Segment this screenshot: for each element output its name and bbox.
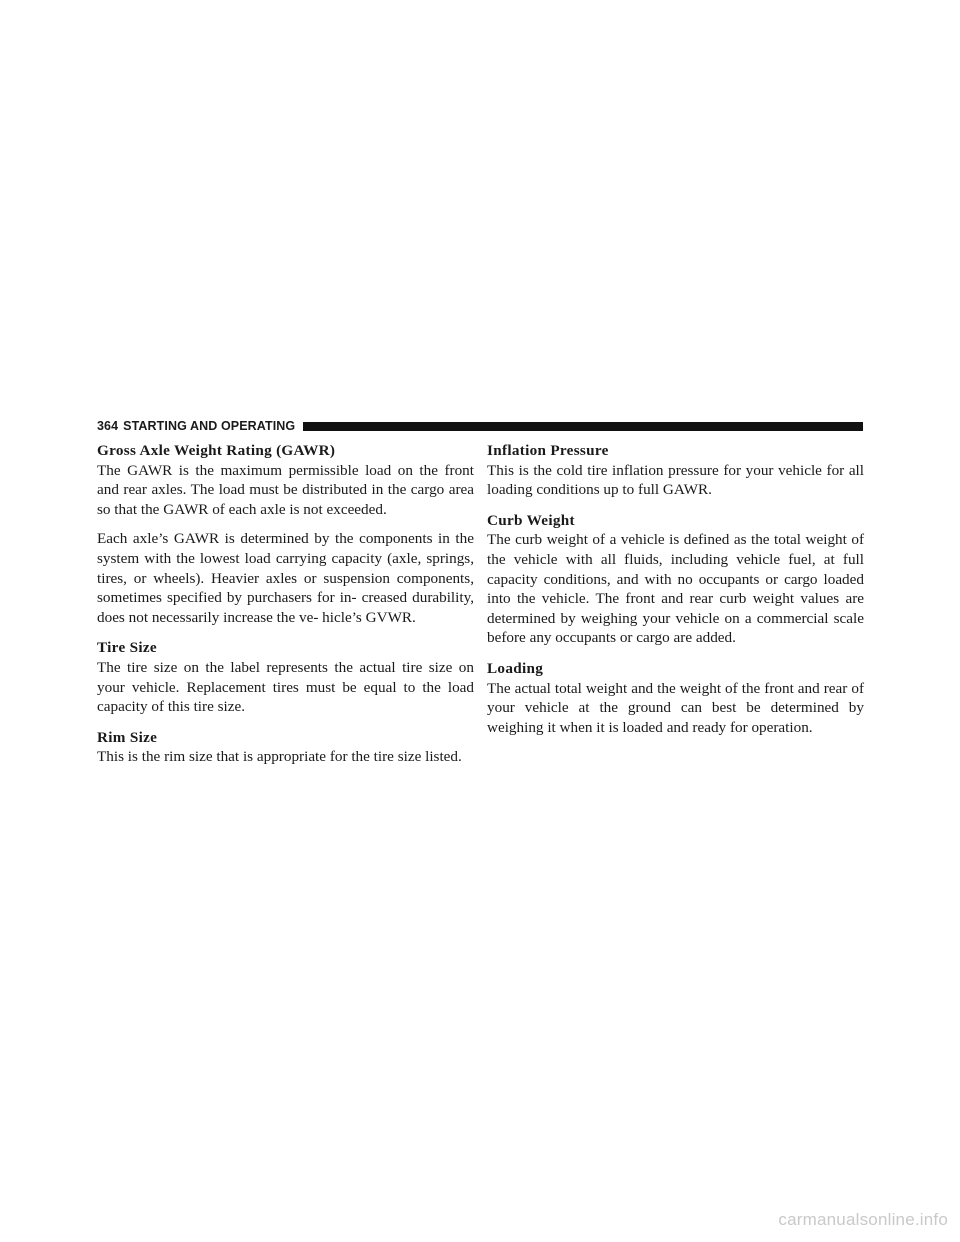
left-column	[97, 441, 474, 778]
header-rule	[303, 422, 863, 431]
page-number: 364	[97, 419, 119, 433]
section-paragraph: The tire size on the label represents the actual tire size on your vehicle. Replacement tires must be equal to the load capacity of this tire size.	[97, 658, 474, 716]
section-loading	[487, 659, 864, 737]
section-paragraph: This is the rim size that is appropriate for the tire size listed.	[97, 748, 462, 766]
section-paragraph: The GAWR is the maximum permissible load on the front and rear axles. The load must be distributed in the cargo area so that the GAWR of each axle is not exceeded.	[97, 461, 474, 518]
section-gawr	[97, 441, 474, 627]
section-paragraph: Each axle’s GAWR is determined by the components in the system with the lowest load carrying capacity (axle, springs, tires, or wheels). Heavier axles or suspension components, sometimes specified by purchasers for in- creased durability, does not necessarily increase the ve- hicle’s GVWR.	[97, 530, 474, 626]
section-paragraph: This is the cold tire inflation pressure for your vehicle for all loading conditions up to full GAWR.	[487, 461, 864, 499]
running-header	[97, 419, 295, 433]
section-paragraph: The curb weight of a vehicle is defined as the total weight of the vehicle with all fluids, including vehicle fuel, at full capacity conditions, and with no occupants or cargo loaded into the vehicle. The front and rear curb weight values are determined by weighing your vehicle on a commercial scale before any occupants or cargo are added.	[487, 531, 864, 647]
section-heading: Curb Weight	[487, 511, 575, 529]
section-heading: Loading	[487, 659, 544, 677]
watermark: carmanualsonline.info	[778, 1210, 948, 1229]
page-header	[97, 419, 863, 433]
section-inflation-pressure	[487, 441, 864, 500]
section-heading: Inflation Pressure	[487, 442, 609, 459]
right-column	[487, 441, 864, 748]
section-heading: Gross Axle Weight Rating (GAWR)	[97, 442, 336, 459]
section-paragraph: The actual total weight and the weight of the front and rear of your vehicle at the ground can best be determined by weighing it when it is loaded and ready for operation.	[487, 679, 864, 736]
section-heading: Tire Size	[97, 639, 157, 657]
section-curb-weight	[487, 511, 864, 648]
section-title: STARTING AND OPERATING	[123, 419, 296, 433]
section-heading: Rim Size	[97, 728, 158, 746]
section-tire-size	[97, 638, 474, 716]
section-rim-size	[97, 728, 474, 767]
